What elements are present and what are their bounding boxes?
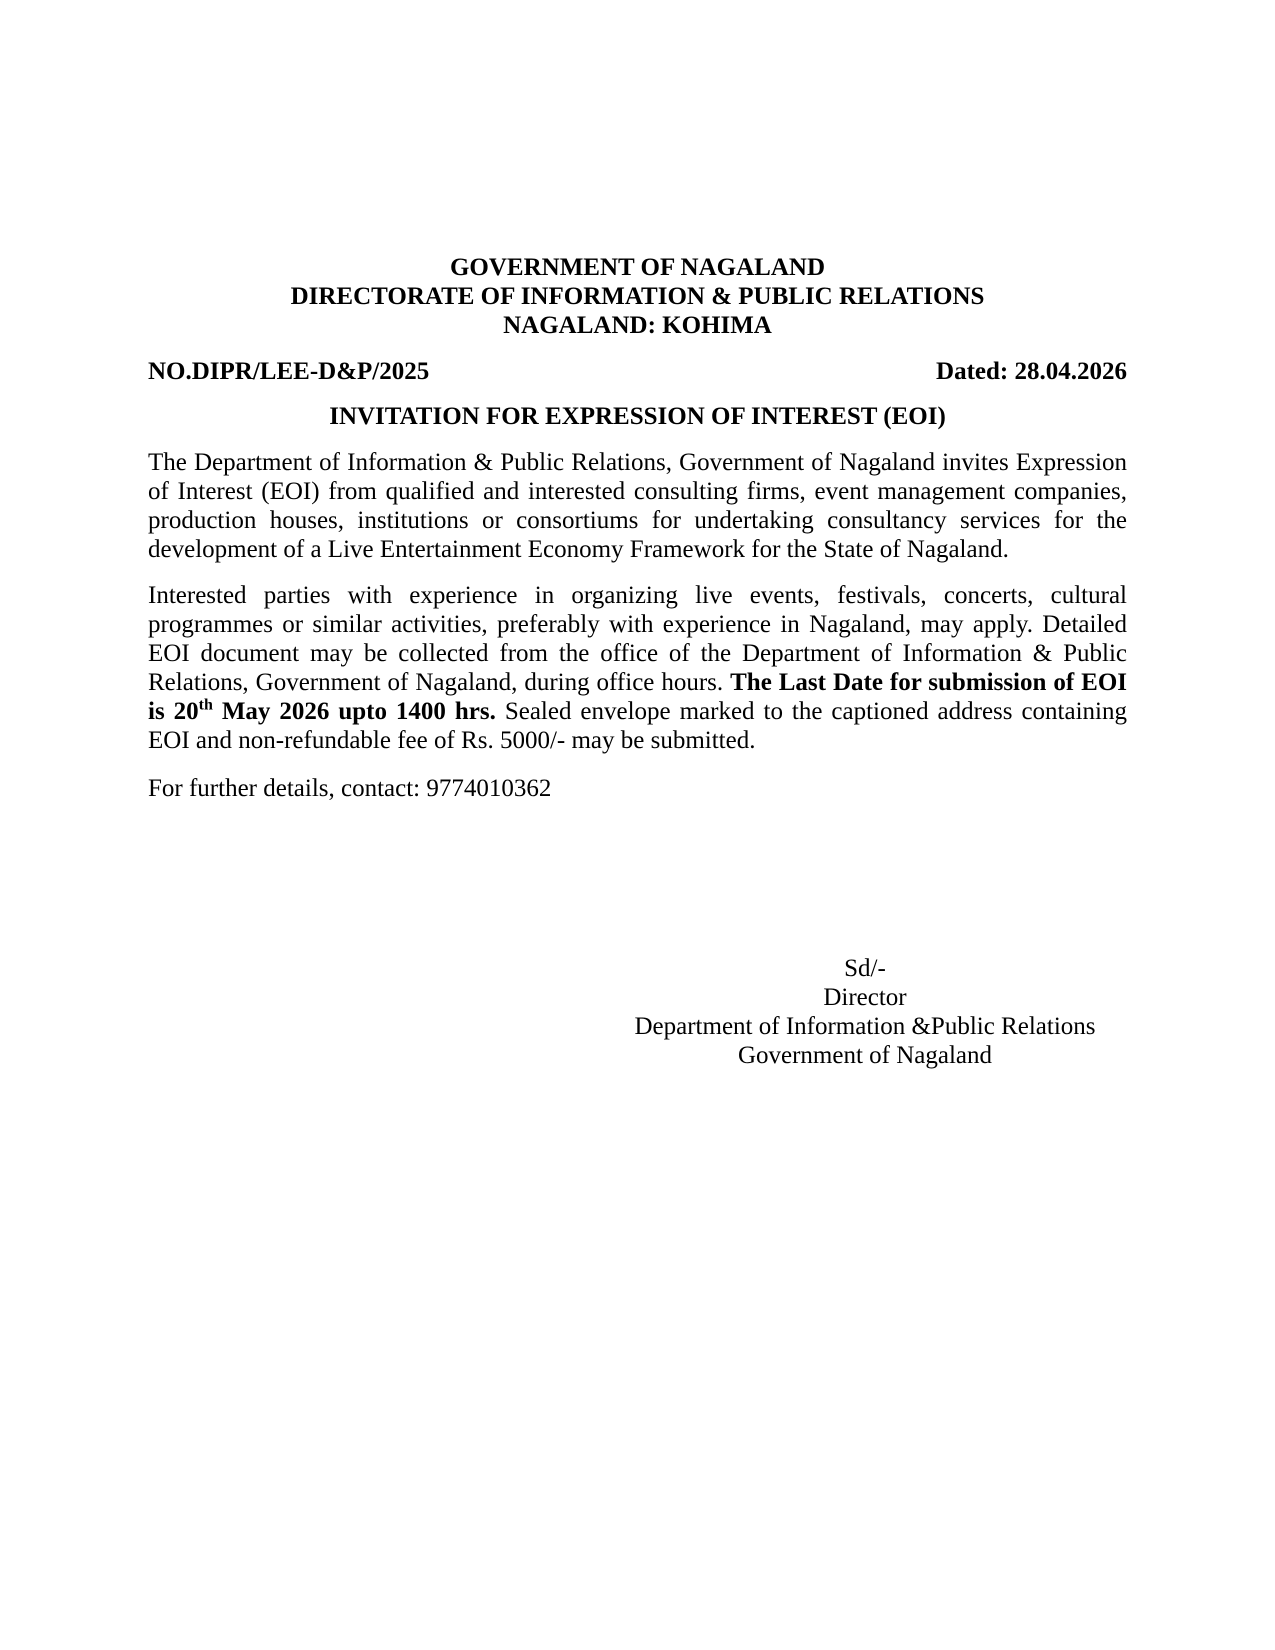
last-date-bold-text: The Last Date for submission of EOI is 20 [148, 669, 1127, 725]
paragraph-details-text-1: Interested parties with experience in organizing live events, festivals, concerts, cultural programmes or similar activities, preferably with experience in Nagaland, may apply. Detailed EOI document may be collected from the office of the Department of Information & Public Relations, Government of Nagaland, during office hours. [148, 582, 1127, 696]
ordinal-superscript: th [198, 696, 213, 714]
header-line-government: GOVERNMENT OF NAGALAND [449, 254, 825, 281]
paragraph-details-text-2: Sealed envelope marked to the captioned address containing EOI and non-refundable fee of Rs. 5000/- may be submitted. [148, 698, 1127, 754]
reference-row [148, 357, 1127, 386]
reference-number: NO.DIPR/LEE-D&P/2025 [148, 358, 430, 385]
signature-sd: Sd/- [844, 955, 886, 982]
document-title: INVITATION FOR EXPRESSION OF INTEREST (EOI) [329, 403, 946, 430]
header-line-location: NAGALAND: KOHIMA [503, 312, 772, 339]
signature-department: Department of Information &Public Relations [634, 1013, 1096, 1040]
reference-date: Dated: 28.04.2026 [936, 358, 1127, 385]
document-header [148, 253, 1127, 340]
signature-organization: Government of Nagaland [737, 1042, 993, 1069]
signature-designation: Director [823, 984, 907, 1011]
paragraph-intro: The Department of Information & Public Relations, Government of Nagaland invites Expression of Interest (EOI) from qualified and interested consulting firms, event management companies, production houses, institutions or consortiums for undertaking consultancy services for the development of a Live Entertainment Economy Framework for the State of Nagaland. [148, 449, 1127, 563]
header-line-directorate: DIRECTORATE OF INFORMATION & PUBLIC RELATIONS [290, 283, 985, 310]
contact-line: For further details, contact: 9774010362 [148, 775, 552, 802]
paragraph-details [148, 581, 1127, 755]
signature-block [615, 954, 1115, 1070]
last-date-bold-text-2: May 2026 upto 1400 hrs. [212, 698, 496, 725]
